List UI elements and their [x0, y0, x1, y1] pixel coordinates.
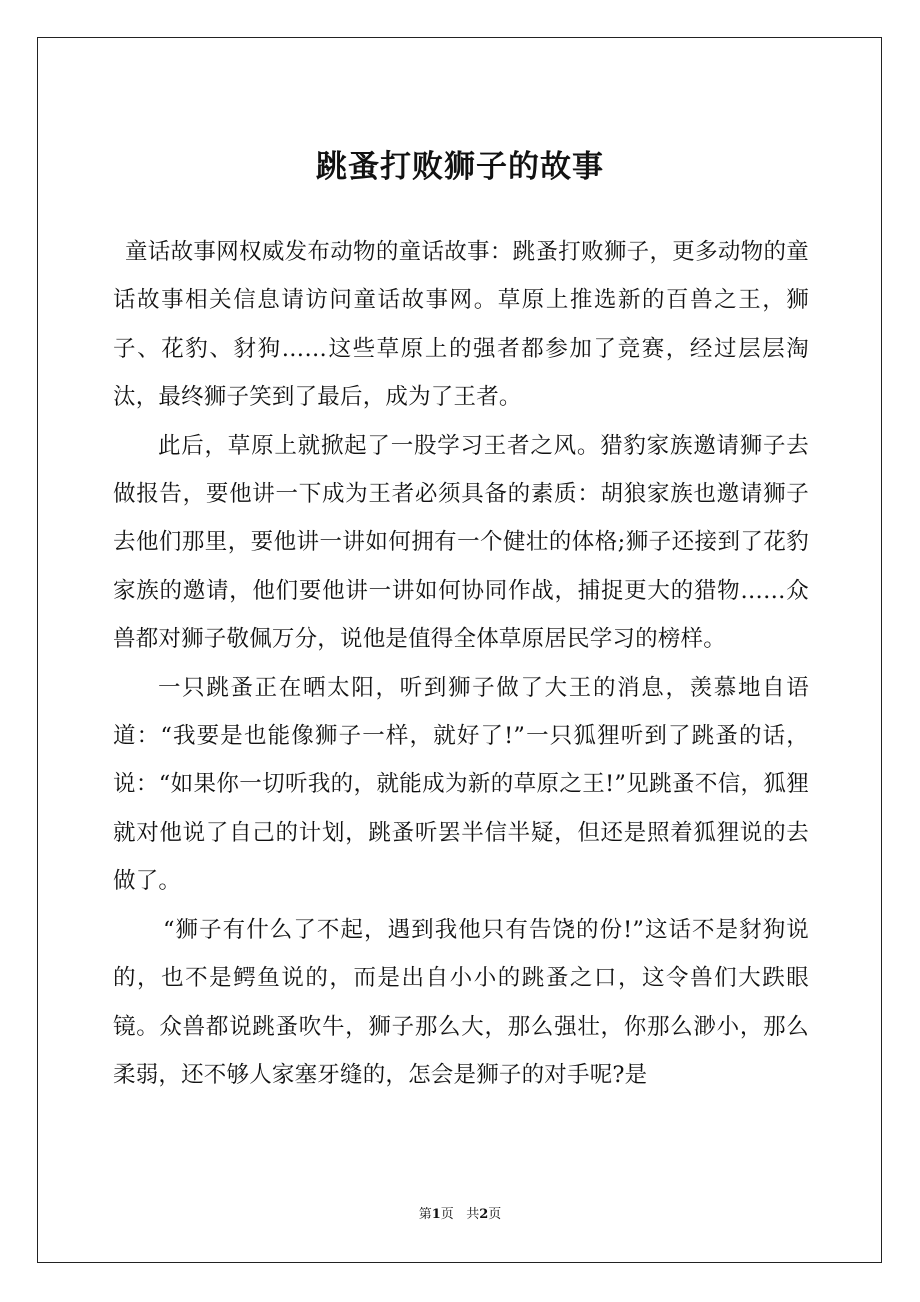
- total-prefix: 共: [466, 1207, 480, 1222]
- total-suffix: 页: [488, 1207, 502, 1222]
- paragraph-2: 此后，草原上就掀起了一股学习王者之风。猎豹家族邀请狮子去做报告，要他讲一下成为王者必须具备的素质：胡狼家族也邀请狮子去他们那里，要他讲一讲如何拥有一个健壮的体格;狮子还接到了花豹家族的邀请，他们要他讲一讲如何协同作战，捕捉更大的猎物……众兽都对狮子敬佩万分，说他是值得全体草原居民学习的榜样。: [113, 432, 809, 653]
- total-pages: 2: [479, 1207, 489, 1222]
- document-title: 跳蚤打败狮子的故事: [316, 149, 604, 185]
- page-suffix: 页: [440, 1207, 454, 1222]
- page-prefix: 第: [418, 1207, 432, 1222]
- paragraph-1: 童话故事网权威发布动物的童话故事：跳蚤打败狮子，更多动物的童话故事相关信息请访问童话故事网。草原上推选新的百兽之王，狮子、花豹、豺狗……这些草原上的强者都参加了竞赛，经过层层淘汰，最终狮子笑到了最后，成为了王者。: [113, 239, 809, 411]
- document-body: [113, 228, 809, 1099]
- page-footer: [0, 1206, 920, 1224]
- page-number: 1: [431, 1207, 441, 1222]
- paragraph-4: “狮子有什么了不起，遇到我他只有告饶的份!”这话不是豺狗说的，也不是鳄鱼说的，而是出自小小的跳蚤之口，这令兽们大跌眼镜。众兽都说跳蚤吹牛，狮子那么大，那么强壮，你那么渺小，那么柔弱，还不够人家塞牙缝的，怎会是狮子的对手呢?是: [113, 916, 809, 1088]
- paragraph-3: 一只跳蚤正在晒太阳，听到狮子做了大王的消息，羡慕地自语道：“我要是也能像狮子一样，就好了!”一只狐狸听到了跳蚤的话，说：“如果你一切听我的，就能成为新的草原之王!”见跳蚤不信，狐狸就对他说了自己的计划，跳蚤听罢半信半疑，但还是照着狐狸说的去做了。: [113, 674, 809, 895]
